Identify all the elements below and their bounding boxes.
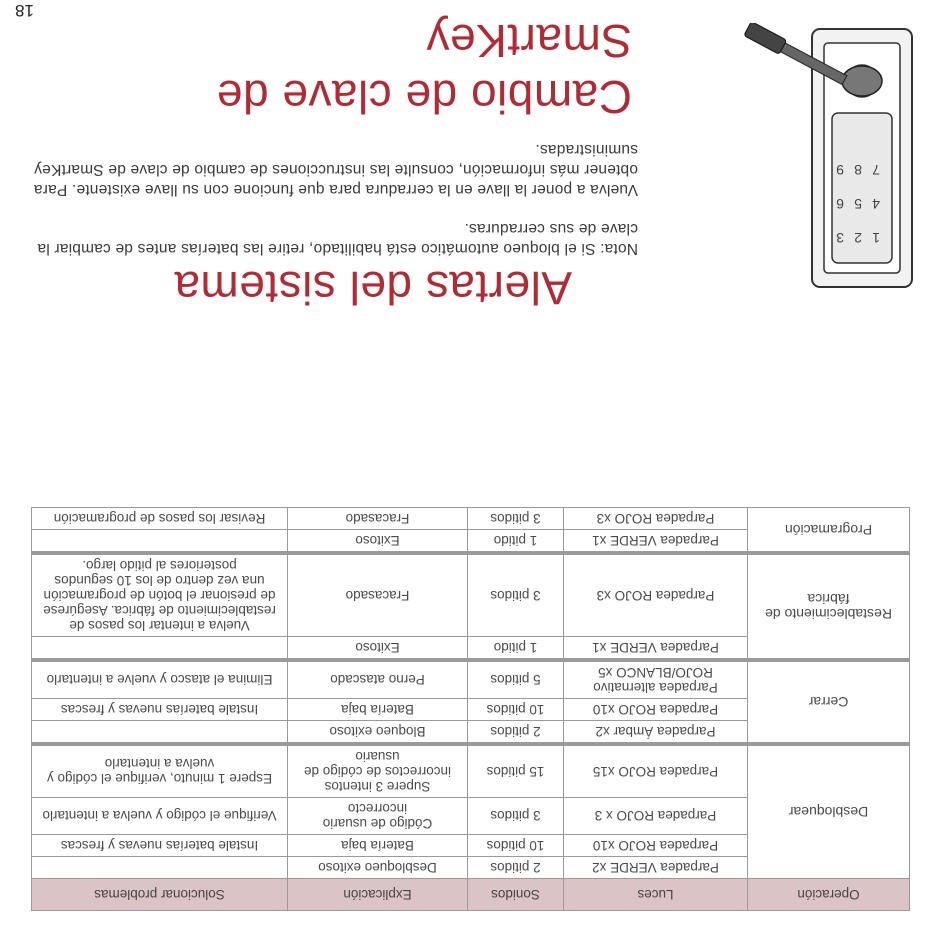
explicacion-cell: Batería baja <box>288 699 468 721</box>
luces-cell: Parpadea ROJO x15 <box>564 744 748 798</box>
column-header: Explicación <box>288 879 468 911</box>
solucion-cell: Verifique el código y vuelva a intentarlo <box>32 798 288 835</box>
solucion-cell <box>32 637 288 661</box>
solucion-cell <box>32 857 288 879</box>
solucion-cell: Instale baterías nuevas y frescas <box>32 699 288 721</box>
keypad-key: 2 <box>854 230 862 246</box>
solucion-cell: Vuelva a intentar los pasos de restablecimiento de fábrica. Asegúrese de presionar el botón de programación una vez dentro de los 10 segundos posteriores al pitido largo. <box>32 553 288 637</box>
luces-cell: Parpadea Ámbar x2 <box>564 721 748 745</box>
luces-cell: Parpadea ROJO x3 <box>564 553 748 637</box>
sonidos-cell: 2 pitidos <box>468 857 564 879</box>
solucion-cell <box>32 721 288 745</box>
operation-cell: Programación <box>748 508 910 554</box>
column-header: Luces <box>564 879 748 911</box>
explicacion-cell: Fracasado <box>288 508 468 530</box>
operation-cell: Restablecimiento de fábrica <box>748 553 910 660</box>
keypad-key: 3 <box>836 230 844 246</box>
explicacion-cell: Bloqueo exitoso <box>288 721 468 745</box>
keypad-key: 9 <box>836 162 844 178</box>
sonidos-cell: 10 pitidos <box>468 699 564 721</box>
sonidos-cell: 5 pitidos <box>468 660 564 699</box>
keypad-key: 8 <box>854 162 862 178</box>
luces-cell: Parpadea ROJO x 3 <box>564 798 748 835</box>
column-header: Sonidos <box>468 879 564 911</box>
solucion-cell: Elimina el atasco y vuelve a intentarlo <box>32 660 288 699</box>
system-alerts-table <box>31 507 910 911</box>
sonidos-cell: 10 pitidos <box>468 835 564 857</box>
sonidos-cell: 3 pitidos <box>468 508 564 530</box>
explicacion-cell: Exitoso <box>288 637 468 661</box>
luces-cell: Parpadea VERDE x1 <box>564 637 748 661</box>
solucion-cell: Revisar los pasos de programación <box>32 508 288 530</box>
smartkey-paragraph: Vuelva a poner la llave en la cerradura para que funcione con su llave existente. Para obtener más información, consulte las instrucciones de cambio de clave de SmartKey suministradas. <box>33 141 638 198</box>
explicacion-cell: Desbloqueo exitoso <box>288 857 468 879</box>
operation-cell: Desbloquear <box>748 744 910 879</box>
table-row <box>32 721 910 745</box>
luces-cell: Parpadea VERDE x2 <box>564 857 748 879</box>
keypad-keys <box>836 162 880 246</box>
table-row <box>32 530 910 554</box>
sonidos-cell: 1 pitido <box>468 530 564 554</box>
operation-cell: Cerrar <box>748 660 910 744</box>
explicacion-cell: Exitoso <box>288 530 468 554</box>
sonidos-cell: 2 pitidos <box>468 721 564 745</box>
sonidos-cell: 3 pitidos <box>468 553 564 637</box>
smartkey-title: Cambio de clave de SmartKey <box>216 15 632 123</box>
solucion-cell: Espere 1 minuto, verifique el código y vuelva a intentarlo <box>32 744 288 798</box>
keypad-key: 6 <box>836 196 844 212</box>
column-header: Operación <box>748 879 910 911</box>
page-number: 18 <box>15 1 34 20</box>
explicacion-cell: Fracasado <box>288 553 468 637</box>
alerts-title: Alertas del sistema <box>173 262 572 314</box>
luces-cell: Parpadea VERDE x1 <box>564 530 748 554</box>
smartkey-note: Nota: Si el bloqueo automático está habilitado, retire las baterías antes de cambiar la clave de sus cerraduras. <box>37 220 638 257</box>
solucion-cell <box>32 530 288 554</box>
luces-cell: Parpadea ROJO x3 <box>564 508 748 530</box>
sonidos-cell: 1 pitido <box>468 637 564 661</box>
keypad-key: 5 <box>854 196 862 212</box>
keypad-key: 1 <box>872 230 880 246</box>
explicacion-cell: Supere 3 intentos incorrectos de código de usuario <box>288 744 468 798</box>
luces-cell: Parpadea ROJO x10 <box>564 835 748 857</box>
explicacion-cell: Batería baja <box>288 835 468 857</box>
sonidos-cell: 15 pitidos <box>468 744 564 798</box>
luces-cell: Parpadea alternativo ROJO/BLANCO x5 <box>564 660 748 699</box>
solucion-cell: Instale baterías nuevas y frescas <box>32 835 288 857</box>
explicacion-cell: Perno atascado <box>288 660 468 699</box>
column-header: Solucionar problemas <box>32 879 288 911</box>
lock-keypad-illustration <box>722 23 922 293</box>
table-header-row <box>32 879 910 911</box>
keypad-key: 7 <box>872 162 880 178</box>
explicacion-cell: Código de usuario incorrecto <box>288 798 468 835</box>
luces-cell: Parpadea ROJO x10 <box>564 699 748 721</box>
keypad-key: 4 <box>872 196 880 212</box>
table-row <box>32 637 910 661</box>
sonidos-cell: 3 pitidos <box>468 798 564 835</box>
table-row <box>32 857 910 879</box>
